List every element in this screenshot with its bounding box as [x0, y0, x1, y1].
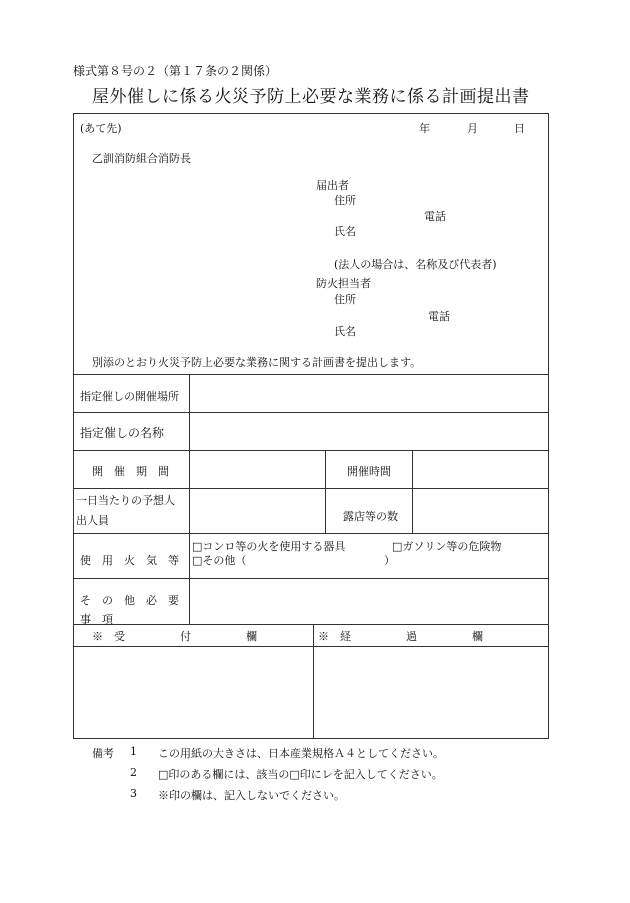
notes-heading: 備考: [92, 747, 114, 760]
fire-option-gasoline[interactable]: □ガソリン等の危険物: [392, 540, 502, 553]
note-3-number: 3: [130, 787, 137, 800]
manager-address-label: 住所: [334, 293, 356, 306]
other-field[interactable]: [190, 579, 548, 624]
applicant-label: 届出者: [316, 179, 349, 192]
fire-option-stove[interactable]: □コンロ等の火を使用する器具: [192, 540, 346, 553]
date-day: 日: [514, 122, 525, 135]
note-2-text: □印のある欄には、該当の□印にレを記入してください。: [158, 768, 443, 781]
venue-field[interactable]: [190, 375, 548, 412]
period-field[interactable]: [190, 451, 325, 488]
date-month: 月: [467, 122, 478, 135]
reception-label: ※ 受 付 欄: [92, 630, 257, 643]
note-3-text: ※印の欄は、記入しないでください。: [158, 789, 345, 802]
attendance-label-line2: 出人員: [76, 514, 109, 527]
note-1-number: 1: [130, 745, 137, 758]
fire-use-label: 使用火気等: [80, 554, 190, 567]
applicant-name-label: 氏名: [334, 225, 356, 238]
other-label-line1: その他必要: [80, 594, 190, 607]
fire-option-other-close: ）: [384, 554, 395, 567]
attendance-label-line1: 一日当たりの予想人: [76, 494, 175, 507]
applicant-address-label: 住所: [334, 194, 356, 207]
note-1-text: この用紙の大きさは、日本産業規格Ａ４としてください。: [158, 747, 444, 760]
progress-box: [314, 647, 548, 738]
time-label: 開催時間: [347, 465, 391, 478]
stalls-field[interactable]: [413, 489, 548, 533]
submission-statement: 別添のとおり火災予防上必要な業務に関する計画書を提出します。: [92, 356, 422, 369]
addressee: 乙訓消防組合消防長: [92, 152, 191, 165]
other-label-line2: 事項: [80, 613, 124, 626]
stalls-label: 露店等の数: [343, 510, 398, 523]
fire-option-other[interactable]: □その他（: [192, 554, 247, 567]
event-name-field[interactable]: [190, 413, 548, 450]
manager-name-label: 氏名: [334, 325, 356, 338]
manager-phone-label: 電話: [428, 310, 450, 323]
venue-label: 指定催しの開催場所: [80, 390, 179, 403]
fire-manager-label: 防火担当者: [316, 277, 371, 290]
note-2-number: 2: [130, 766, 137, 779]
event-name-label: 指定催しの名称: [80, 426, 165, 440]
corp-note: (法人の場合は、名称及び代表者): [334, 258, 497, 271]
reception-box: [74, 647, 313, 738]
attendance-field[interactable]: [190, 489, 325, 533]
period-label: 開催期間: [92, 465, 180, 478]
applicant-phone-label: 電話: [424, 210, 446, 223]
page-title: 屋外催しに係る火災予防上必要な業務に係る計画提出書: [92, 87, 530, 107]
addressee-note: (あて先): [80, 122, 122, 135]
progress-label: ※ 経 過 欄: [318, 630, 483, 643]
time-field[interactable]: [413, 451, 548, 488]
form-number: 様式第８号の２（第１７条の２関係）: [73, 64, 278, 78]
date-year: 年: [419, 122, 430, 135]
